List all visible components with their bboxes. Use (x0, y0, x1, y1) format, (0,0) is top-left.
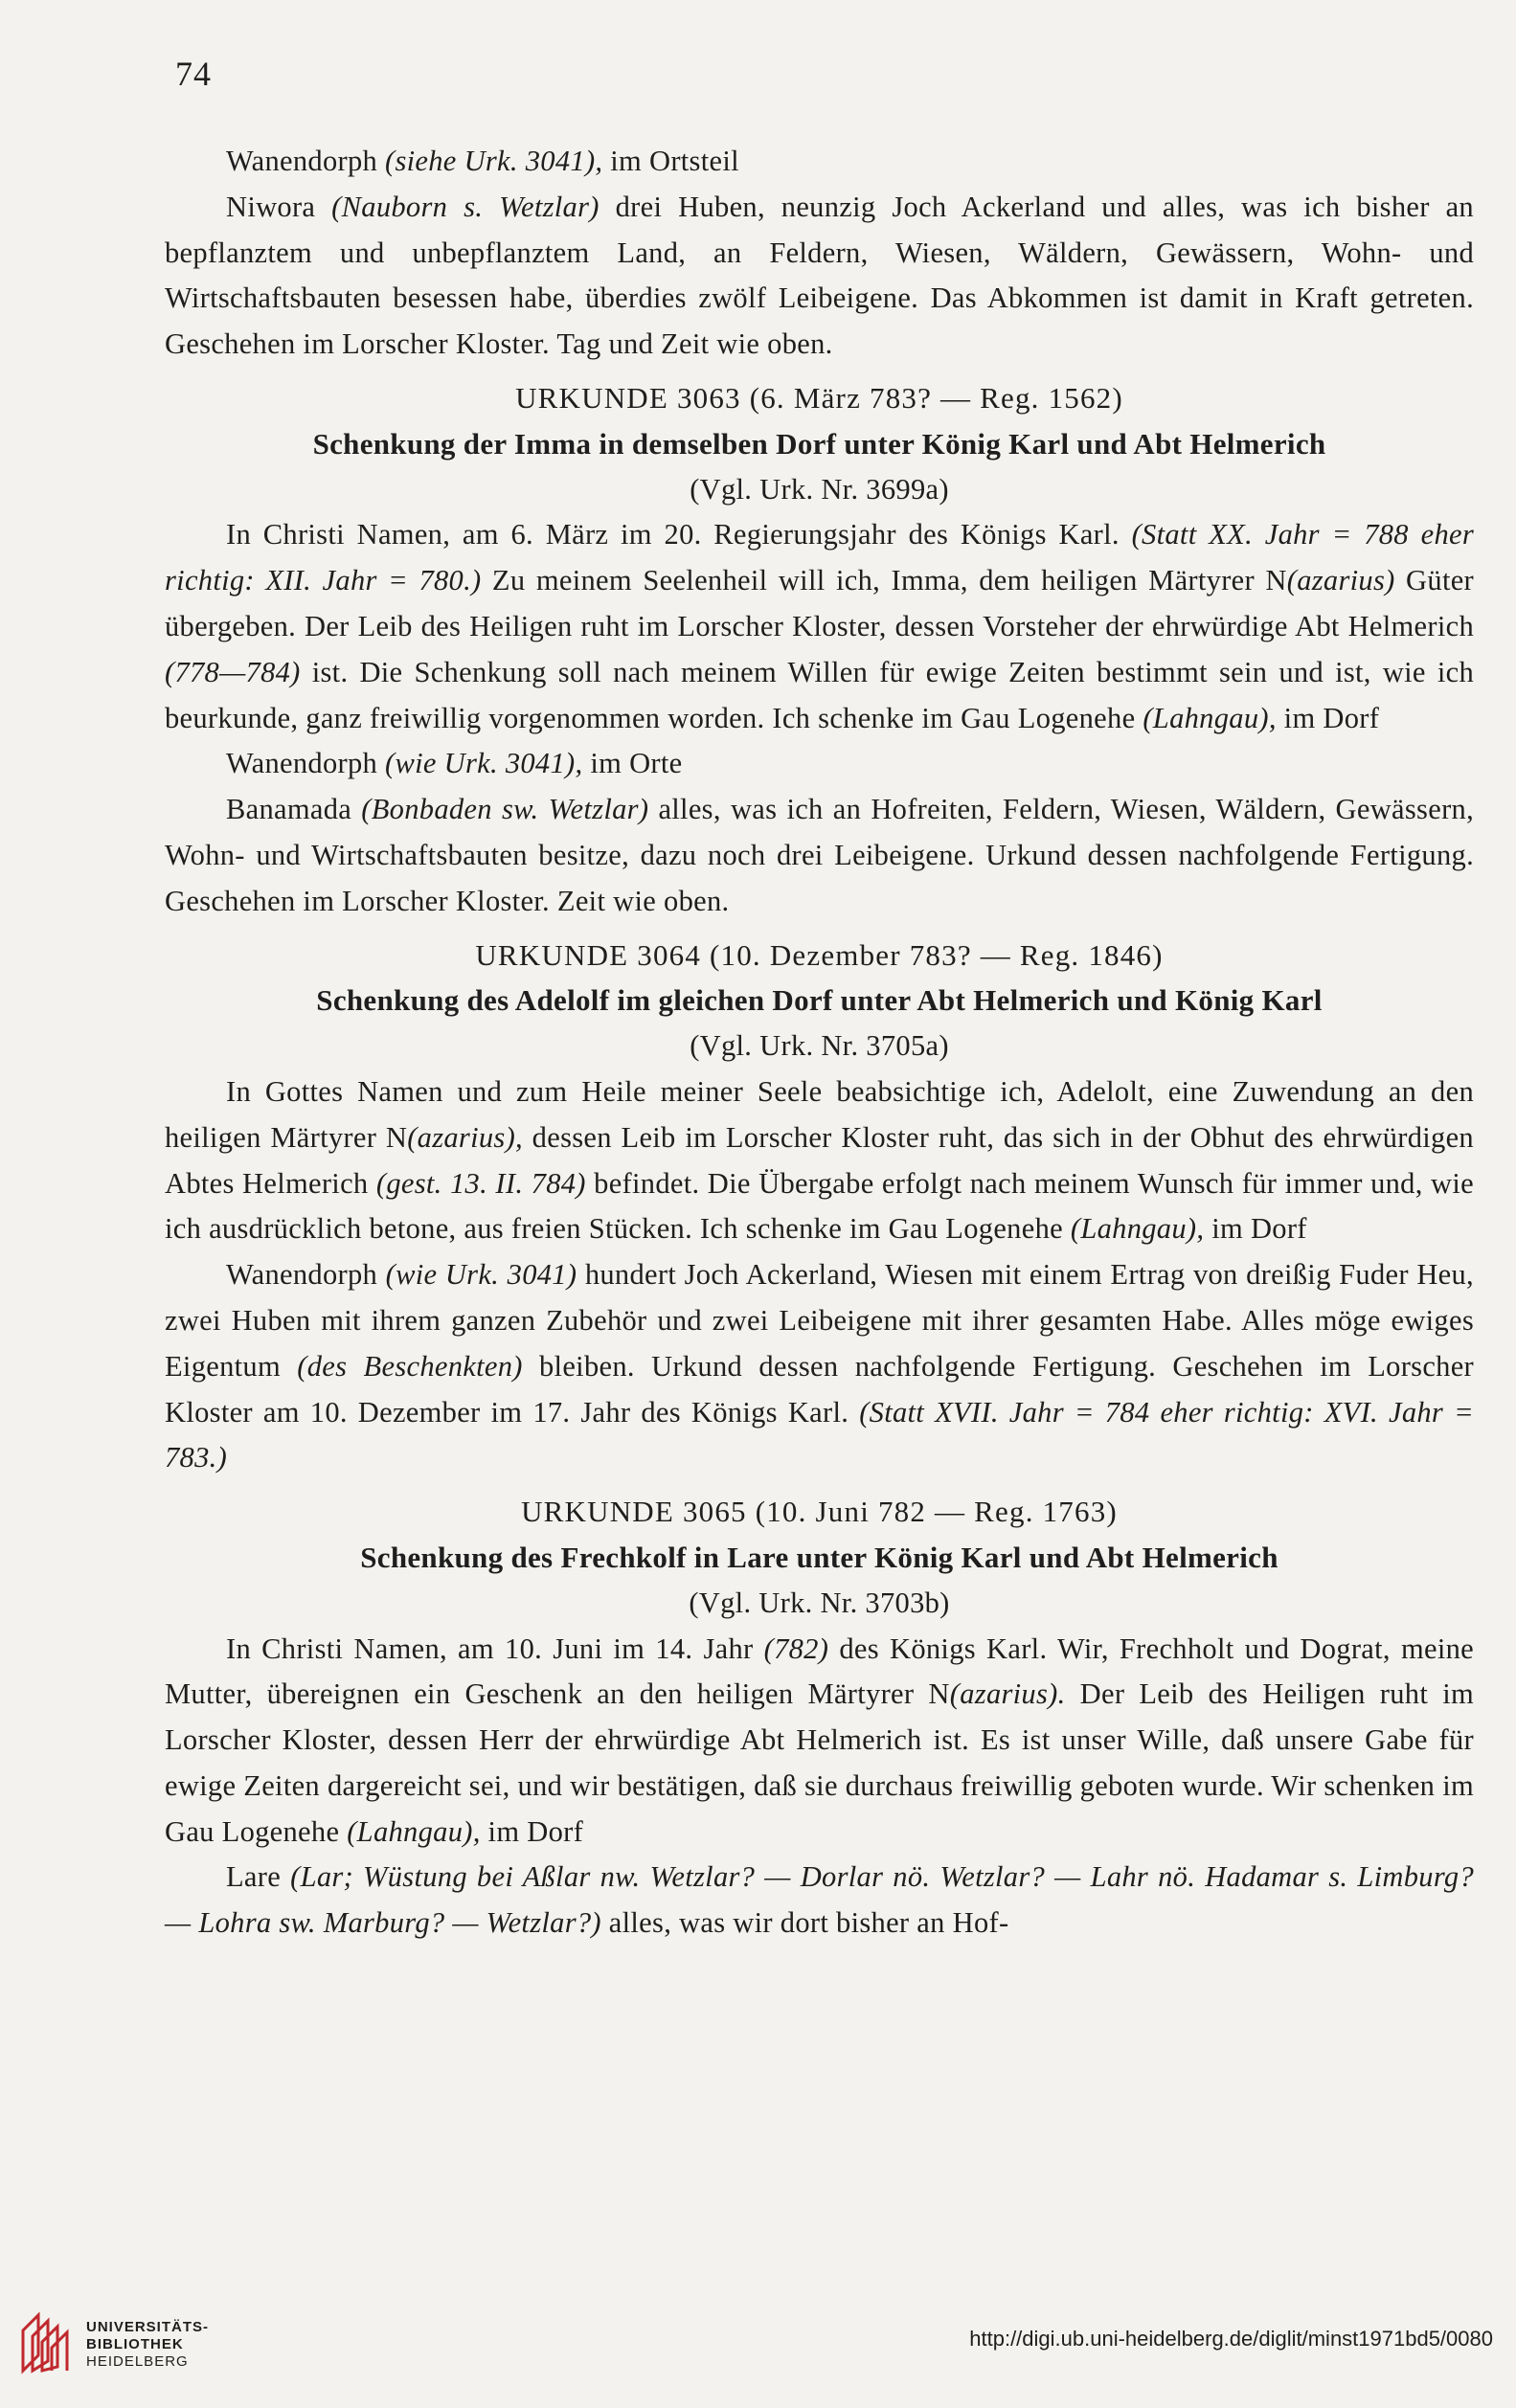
text-run: ist. Die Schenkung soll nach meinem Willen für ewige Zeiten bestimmt sein und ist, wie ich beurkunde, ganz freiwillig vorgenommen worden. Ich schenke im Gau Logenehe (165, 655, 1474, 734)
text-run: im Ortsteil (602, 145, 739, 177)
text-run: alles, was wir dort bisher an Hof- (600, 1906, 1009, 1940)
paragraph (165, 139, 1474, 185)
paragraph (165, 1252, 1474, 1481)
library-line: HEIDELBERG (86, 2353, 189, 2370)
annotation: (gest. 13. II. 784) (375, 1166, 586, 1200)
university-library-logo-icon (17, 2309, 77, 2376)
text-run: im Orte (582, 747, 683, 780)
annotation: (Lahngau), (1143, 701, 1277, 734)
annotation: (Statt XX. Jahr = 788 eher richtig: XII. Jahr = 780.) (165, 518, 1474, 597)
paragraph (165, 1627, 1474, 1856)
annotation: (Bonbaden sw. Wetzlar) (361, 793, 649, 826)
text-run: befindet. Die Übergabe erfolgt nach meinem Wunsch für immer und, wie ich ausdrücklich betone, aus freien Stücken. Ich schenke im Gau Logenehe (165, 1166, 1474, 1246)
document-heading: URKUNDE 3063 (6. März 783? — Reg. 1562) (515, 380, 1123, 415)
annotation: (Lahngau), (1070, 1212, 1205, 1246)
paragraph (165, 787, 1474, 924)
document-title: Schenkung des Adelolf im gleichen Dorf unter Abt Helmerich und König Karl (316, 983, 1323, 1018)
text-run: des Königs Karl. Wir, Frechholt und Dograt, meine Mutter, übereignen ein Geschenk an den heiligen Märtyrer N (165, 1632, 1474, 1711)
text-run: drei Huben, neunzig Joch Ackerland und alles, was ich bisher an bepflanztem und unbepflanztem Land, an Feldern, Wiesen, Wäldern, Gewässern, Wohn- und Wirtschaftsbauten besessen habe, überdies zwölf Leibeigene. Das Abkommen ist damit in Kraft getreten. Geschehen im Lorscher Kloster. Tag und Zeit wie oben. (165, 190, 1474, 361)
document-section (165, 933, 1474, 1482)
page-body (165, 139, 1474, 1947)
text-run: im Dorf (1276, 701, 1380, 734)
library-name (86, 2319, 209, 2371)
document-reference: (Vgl. Urk. Nr. 3699a) (690, 472, 949, 506)
text-run: dessen Leib im Lorscher Kloster ruht, das sich in der Obhut des ehrwürdigen Abtes Helmerich (165, 1120, 1474, 1200)
text-run: Der Leib des Heiligen ruht im Lorscher Kloster, dessen Herr der ehrwürdige Abt Helmerich ist. Es ist unser Wille, daß unsere Gabe für ewige Zeiten dargereicht sei, und wir bestätigen, daß sie durchaus freiwillig geboten wurde. Wir schenken im Gau Logenehe (165, 1677, 1475, 1848)
text-run: In Gottes Namen und zum Heile meiner Seele beabsichtige ich, Adelolt, eine Zuwendung an den heiligen Märtyrer N (165, 1074, 1474, 1154)
paragraph (165, 1069, 1474, 1252)
library-line: BIBLIOTHEK (86, 2336, 184, 2352)
document-reference: (Vgl. Urk. Nr. 3703b) (689, 1586, 950, 1619)
annotation: (778—784) (165, 655, 301, 688)
text-run: Wanendorph (226, 747, 386, 780)
annotation: (782) (763, 1632, 829, 1665)
text-run: Wanendorph (226, 1258, 386, 1292)
paragraph (165, 185, 1474, 368)
annotation: (azarius) (1286, 564, 1395, 597)
annotation: (Nauborn s. Wetzlar) (331, 190, 600, 223)
annotation: (Statt XVII. Jahr = 784 eher richtig: XVI. Jahr = 783.) (165, 1395, 1474, 1474)
text-run: im Dorf (1204, 1212, 1307, 1246)
text-run: bleiben. Urkund dessen nachfolgende Fertigung. Geschehen im Lorscher Kloster am 10. Dezember im 17. Jahr des Königs Karl. (165, 1349, 1475, 1429)
annotation: (wie Urk. 3041) (385, 1258, 577, 1292)
document-reference: (Vgl. Urk. Nr. 3705a) (690, 1029, 949, 1063)
text-run: hundert Joch Ackerland, Wiesen mit einem Ertrag von dreißig Fuder Heu, zwei Huben mit ihrem ganzen Zubehör und zwei Leibeigene mit ihrer gesamten Habe. Alles möge ewiges Eigentum (165, 1258, 1474, 1383)
paragraph (165, 1855, 1474, 1947)
paragraph (165, 512, 1474, 741)
annotation: (azarius), (407, 1120, 523, 1154)
text-run: Zu meinem Seelenheil will ich, Imma, dem heiligen Märtyrer N (481, 564, 1287, 597)
annotation: (des Beschenkten) (297, 1349, 523, 1383)
document-heading: URKUNDE 3065 (10. Juni 782 — Reg. 1763) (521, 1495, 1118, 1529)
document-title: Schenkung der Imma in demselben Dorf unter König Karl und Abt Helmerich (312, 426, 1326, 461)
annotation: (Lahngau), (347, 1814, 481, 1848)
text-run: In Christi Namen, am 10. Juni im 14. Jahr (226, 1632, 764, 1665)
document-section (165, 1489, 1474, 1947)
source-url[interactable]: http://digi.ub.uni-heidelberg.de/diglit/minst1971bd5/0080 (969, 2327, 1493, 2351)
page-number: 74 (175, 55, 212, 93)
annotation: (siehe Urk. 3041), (385, 145, 603, 177)
library-logo (17, 2309, 305, 2386)
text-run: im Dorf (480, 1814, 584, 1848)
text-run: Lare (226, 1860, 291, 1894)
paragraph (165, 741, 1474, 787)
text-run: Güter übergeben. Der Leib des Heiligen ruht im Lorscher Kloster, dessen Vorsteher der ehrwürdige Abt Helmerich (165, 564, 1475, 642)
annotation: (wie Urk. 3041), (385, 747, 583, 780)
text-run: Wanendorph (226, 145, 386, 177)
document-section (165, 375, 1474, 925)
text-run: Banamada (226, 793, 362, 826)
annotation: (azarius). (949, 1677, 1066, 1711)
library-line: UNIVERSITÄTS- (86, 2319, 210, 2335)
text-run: Niwora (226, 190, 332, 223)
text-run: In Christi Namen, am 6. März im 20. Regierungsjahr des Königs Karl. (226, 518, 1132, 551)
annotation: (Lar; Wüstung bei Aßlar nw. Wetzlar? — Dorlar nö. Wetzlar? — Lahr nö. Hadamar s. Limburg? — Lohra sw. Marburg? — Wetzlar?) (165, 1860, 1474, 1940)
document-heading: URKUNDE 3064 (10. Dezember 783? — Reg. 1846) (475, 937, 1164, 972)
text-run: alles, was ich an Hofreiten, Feldern, Wiesen, Wäldern, Gewässern, Wohn- und Wirtschaftsbauten besitze, dazu noch drei Leibeigene. Urkund dessen nachfolgende Fertigung. Geschehen im Lorscher Kloster. Zeit wie oben. (165, 793, 1474, 917)
document-title: Schenkung des Frechkolf in Lare unter König Karl und Abt Helmerich (360, 1540, 1278, 1574)
